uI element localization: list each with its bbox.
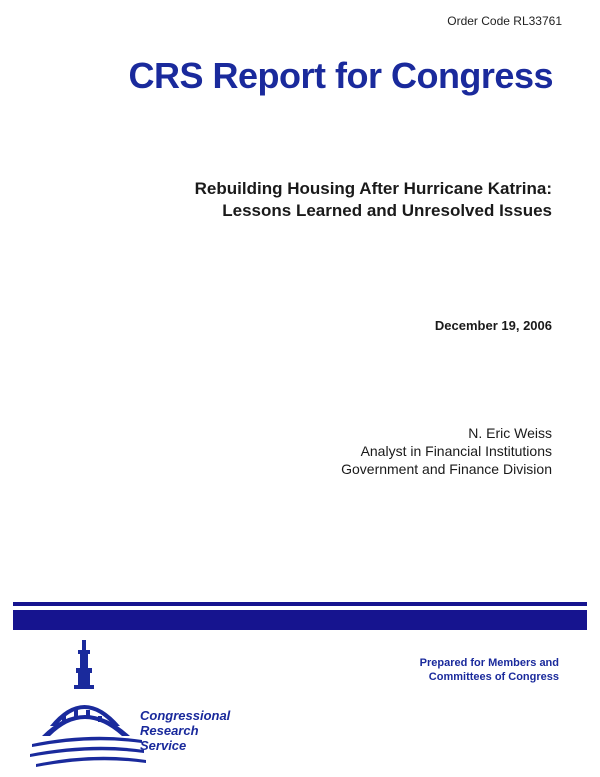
logo-wordmark: [140, 708, 230, 753]
order-code: Order Code RL33761: [447, 14, 562, 28]
masthead-title: CRS Report for Congress: [128, 55, 553, 96]
report-date: December 19, 2006: [434, 318, 552, 333]
logo-line-2: Research: [140, 723, 199, 738]
logo-line-3: Service: [140, 738, 187, 753]
divider-thick: [13, 610, 587, 630]
author-block: [341, 424, 552, 478]
author-name: N. Eric Weiss: [468, 425, 552, 441]
prepared-line-1: Prepared for Members and: [419, 657, 559, 669]
divider-thin: [13, 602, 587, 606]
prepared-line-2: Committees of Congress: [428, 671, 559, 683]
report-title: [92, 178, 552, 222]
prepared-for-note: [420, 656, 559, 684]
author-position: Analyst in Financial Institutions: [360, 443, 552, 459]
logo-line-1: Congressional: [140, 708, 231, 723]
report-title-line-2: Lessons Learned and Unresolved Issues: [222, 201, 552, 220]
author-division: Government and Finance Division: [341, 461, 552, 477]
report-title-line-1: Rebuilding Housing After Hurricane Katrina:: [194, 179, 552, 198]
